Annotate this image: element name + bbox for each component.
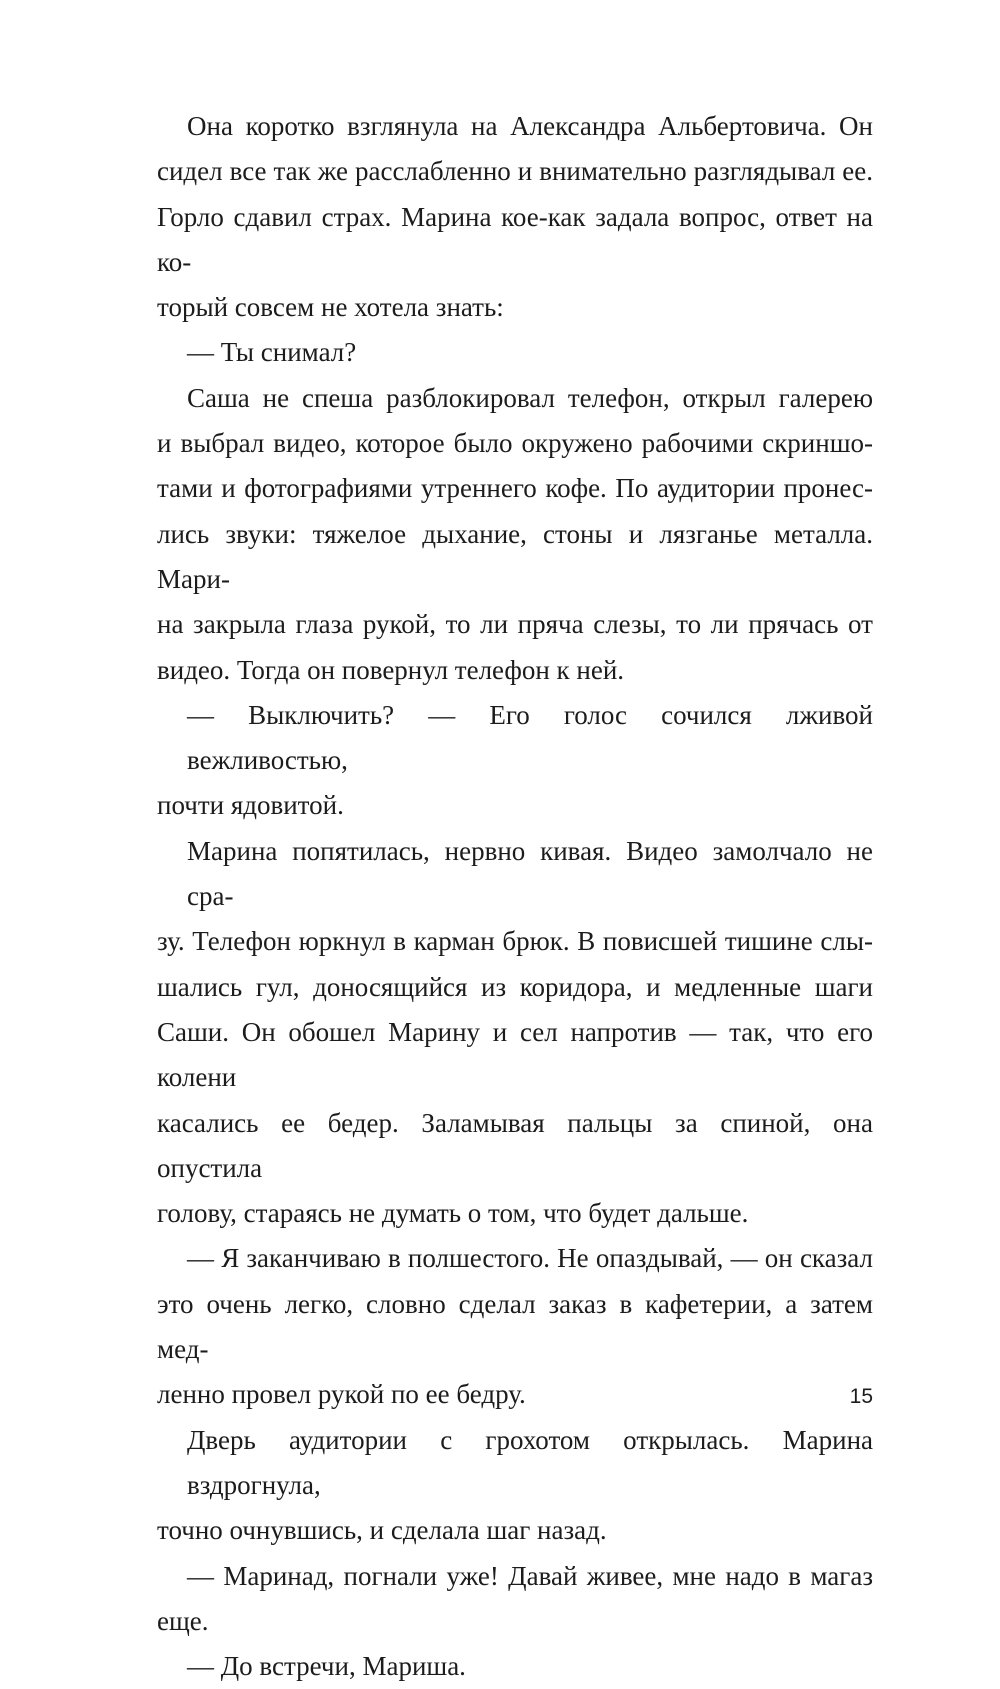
text-line: точно очнувшись, и сделала шаг назад.	[157, 1515, 607, 1546]
text-line: тами и фотографиями утреннего кофе. По аудитории пронес-	[157, 473, 873, 504]
text-line: сидел все так же расслабленно и внимательно разглядывал ее.	[157, 156, 873, 187]
text-line: еще.	[157, 1605, 209, 1636]
text-line: голову, стараясь не думать о том, что будет дальше.	[157, 1198, 749, 1229]
page-number: 15	[849, 1385, 873, 1408]
paragraph-1	[157, 104, 873, 330]
paragraph-2	[157, 330, 873, 375]
text-line: шались гул, доносящийся из коридора, и медленные шаги	[157, 971, 873, 1002]
text-line: ленно провел рукой по ее бедру.	[157, 1379, 526, 1410]
text-line: зу. Телефон юркнул в карман брюк. В повисшей тишине слы-	[157, 926, 873, 957]
paragraph-3	[157, 376, 873, 693]
text-line: касались ее бедер. Заламывая пальцы за спиной, она опустила	[157, 1107, 873, 1183]
paragraph-4	[157, 693, 873, 829]
text-line: Саша не спеша разблокировал телефон, открыл галерею	[187, 382, 873, 413]
paragraph-5	[157, 829, 873, 1237]
text-line: это очень легко, словно сделал заказ в кафетерии, а затем мед-	[157, 1288, 873, 1365]
text-line: — Ты снимал?	[187, 337, 357, 368]
text-line: Саши. Он обошел Марину и сел напротив — так, что его колени	[157, 1016, 873, 1093]
text-line: Марина попятилась, нервно кивая. Видео замолчало не сра-	[187, 835, 873, 912]
text-line: на закрыла глаза рукой, то ли пряча слезы, то ли прячась от	[157, 609, 873, 640]
text-line: — Я заканчиваю в полшестого. Не опаздывай, — он сказал	[187, 1243, 873, 1274]
paragraph-9	[157, 1644, 873, 1689]
text-line: Дверь аудитории с грохотом открылась. Марина вздрогнула,	[187, 1424, 873, 1500]
paragraph-6	[157, 1236, 873, 1417]
text-line: — Маринад, погнали уже! Давай живее, мне надо в магаз	[187, 1560, 873, 1591]
text-line: видео. Тогда он повернул телефон к ней.	[157, 654, 625, 685]
body-text	[157, 104, 873, 1689]
paragraph-8	[157, 1554, 873, 1645]
paragraph-7	[157, 1418, 873, 1554]
text-line: лись звуки: тяжелое дыхание, стоны и лязганье металла. Мари-	[157, 518, 873, 594]
text-line: — До встречи, Мариша.	[187, 1651, 466, 1682]
text-line: Она коротко взглянула на Александра Альбертовича. Он	[187, 111, 873, 141]
text-line: почти ядовитой.	[157, 790, 344, 821]
text-line: Горло сдавил страх. Марина кое-как задала вопрос, ответ на ко-	[157, 201, 873, 277]
text-line: торый совсем не хотела знать:	[157, 292, 504, 323]
text-line: — Выключить? — Его голос сочился лживой вежливостью,	[187, 699, 873, 776]
text-line: и выбрал видео, которое было окружено рабочими скриншо-	[157, 428, 873, 459]
